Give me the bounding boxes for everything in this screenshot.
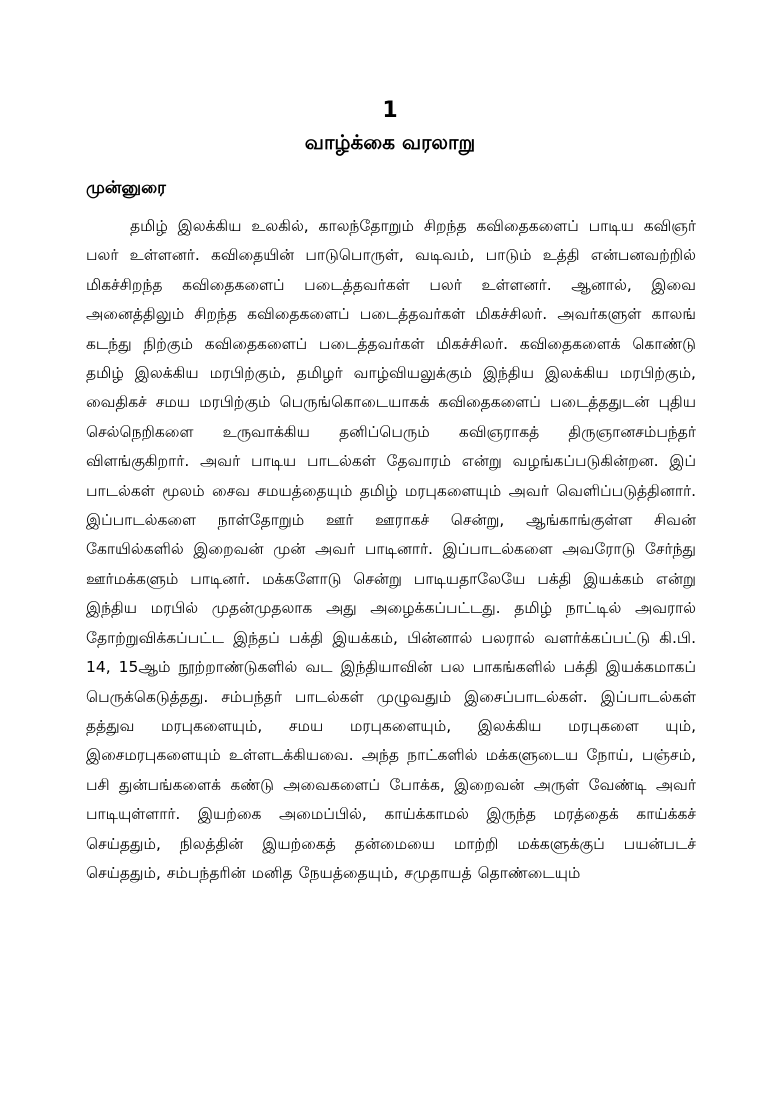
chapter-title: வாழ்க்கை வரலாறு bbox=[304, 130, 476, 154]
body-paragraph: தமிழ் இலக்கிய உலகில், காலந்தோறும் சிறந்த கவிதைகளைப் பாடிய கவிஞர் பலர் உள்ளனர். கவிதையின் பாடுபொருள், வடிவம், பாடும் உத்தி என்பனவற்றில் மிகச்சிறந்த கவிதைகளைப் படைத்தவர்கள் பலர் உள்ளனர். ஆனால், இவை அனைத்திலும் சிறந்த கவிதைகளைப் படைத்தவர்கள் மிகச்சிலர். அவர்களுள் காலங் கடந்து நிற்கும் கவிதைகளைப் படைத்தவர்கள் மிகச்சிலர். கவிதைகளைக் கொண்டு தமிழ் இலக்கிய மரபிற்கும், தமிழர் வாழ்வியலுக்கும் இந்திய இலக்கிய மரபிற்கும், வைதிகச் சமய மரபிற்கும் பெருங்கொடையாகக் கவிதைகளைப் படைத்ததுடன் புதிய செல்நெறிகளை உருவாக்கிய தனிப்பெரும் கவிஞராகத் திருஞானசம்பந்தர் விளங்குகிறார். அவர் பாடிய பாடல்கள் தேவாரம் என்று வழங்கப்படுகின்றன. இப் பாடல்கள் மூலம் சைவ சமயத்தையும் தமிழ் மரபுகளையும் அவர் வெளிப்படுத்தினார். இப்பாடல்களை நாள்தோறும் ஊர் ஊராகச் சென்று, ஆங்காங்குள்ள சிவன் கோயில்களில் இறைவன் முன் அவர் பாடினார். இப்பாடல்களை அவரோடு சேர்ந்து ஊர்மக்களும் பாடினர். மக்களோடு சென்று பாடியதாலேயே பக்தி இயக்கம் என்று இந்திய மரபில் முதன்முதலாக அது அழைக்கப்பட்டது. தமிழ் நாட்டில் அவரால் தோற்றுவிக்கப்பட்ட இந்தப் பக்தி இயக்கம், பின்னால் பலரால் வளர்க்கப்பட்டு கி.பி. 14, 15ஆம் நூற்றாண்டுகளில் வட இந்தியாவின் பல பாகங்களில் பக்தி இயக்கமாகப் பெருக்கெடுத்தது. சம்பந்தர் பாடல்கள் முழுவதும் இசைப்பாடல்கள். இப்பாடல்கள் தத்துவ மரபுகளையும், சமய மரபுகளையும், இலக்கிய மரபுகளை யும், இசைமரபுகளையும் உள்ளடக்கியவை. அந்த நாட்களில் மக்களுடைய நோய், பஞ்சம், பசி துன்பங்களைக் கண்டு அவைகளைப் போக்க, இறைவன் அருள் வேண்டி அவர் பாடியுள்ளார். இயற்கை அமைப்பில், காய்க்காமல் இருந்த மரத்தைக் காய்க்கச் செய்ததும், நிலத்தின் இயற்கைத் தன்மையை மாற்றி மக்களுக்குப் பயன்படச் செய்ததும், சம்பந்தரின் மனித நேயத்தையும், சமுதாயத் தொண்டையும் bbox=[86, 217, 696, 882]
section-heading: முன்னுரை bbox=[86, 178, 166, 198]
chapter-number: 1 bbox=[382, 98, 398, 123]
